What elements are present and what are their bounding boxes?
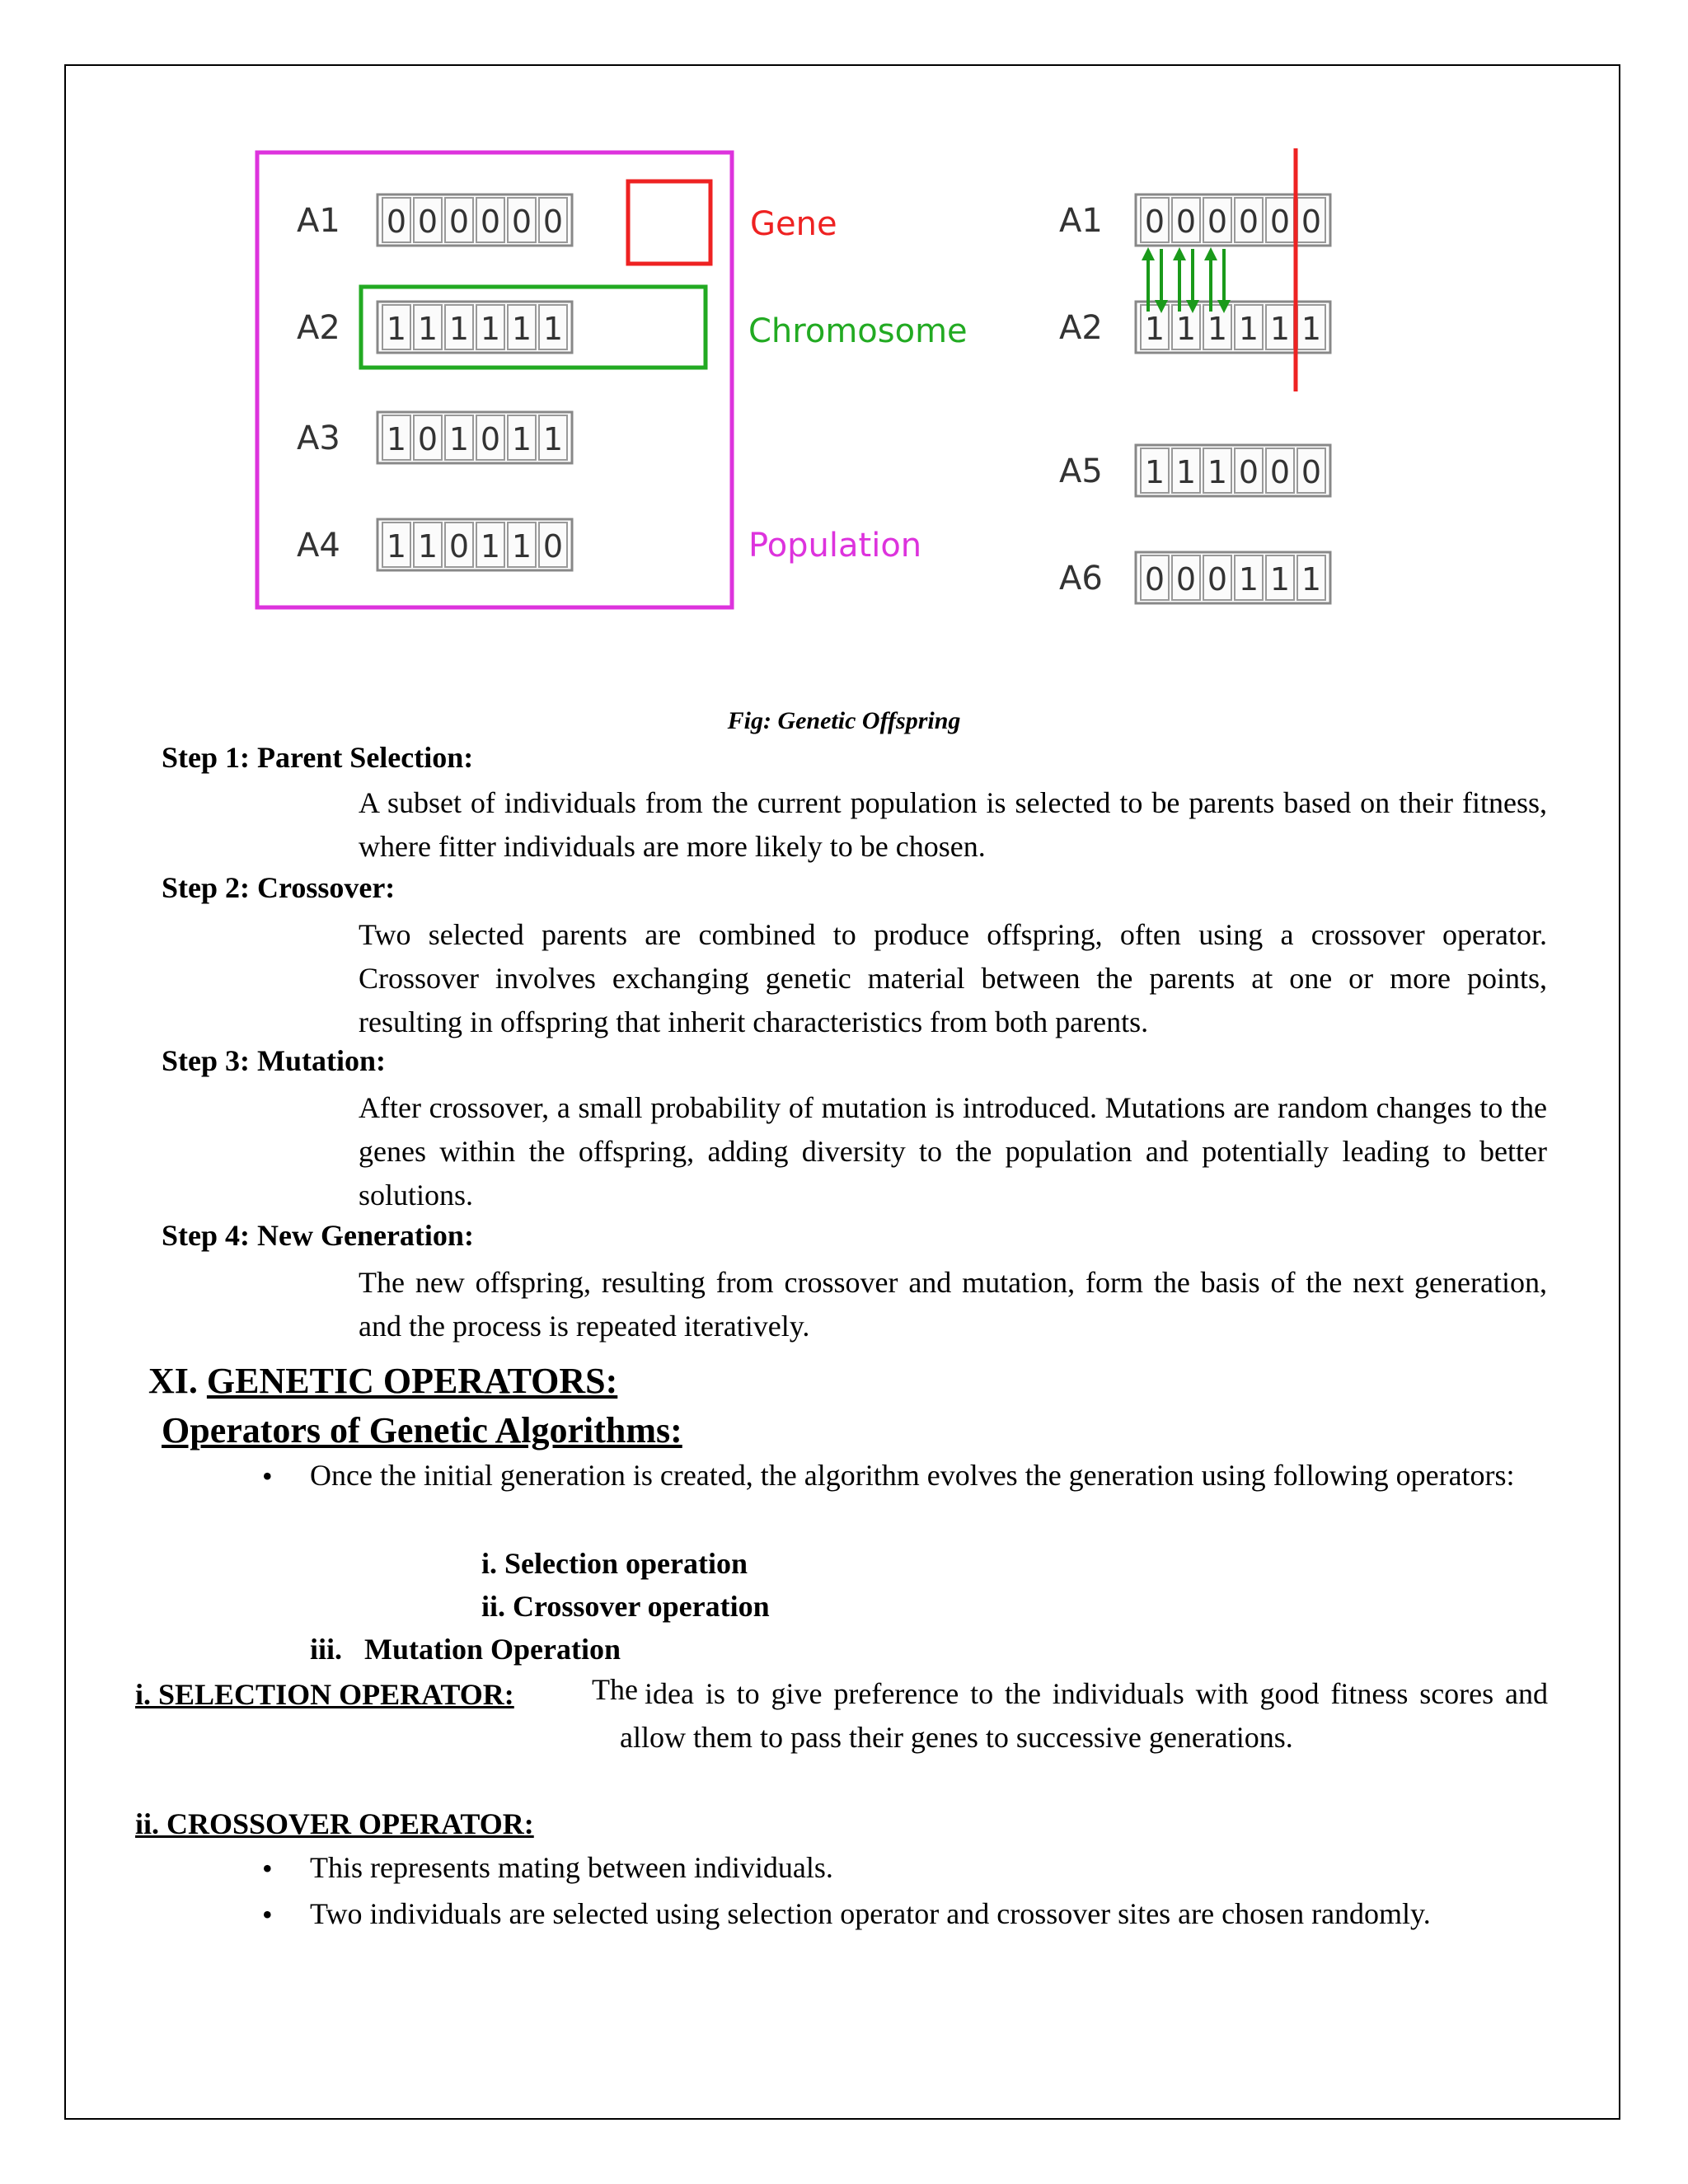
selection-operator-text: idea is to give preference to the individuals with good fitness scores and allow them to pass their genes to successive generations. xyxy=(620,1677,1548,1754)
left-gene-value: 1 xyxy=(448,311,470,347)
bullet-dot: • xyxy=(262,1898,273,1931)
section-title: GENETIC OPERATORS: xyxy=(206,1361,618,1401)
right-gene-value: 1 xyxy=(1144,454,1165,490)
right-gene-value: 0 xyxy=(1207,204,1228,240)
figure-caption: Fig: Genetic Offspring xyxy=(727,707,961,734)
right-gene-value: 1 xyxy=(1269,561,1291,598)
step-3-text: After crossover, a small probability of mutation is introduced. Mutations are random changes to the genes within the offspring, adding diversity to the population and potentially leading to better solutions. xyxy=(359,1091,1547,1212)
right-gene-value: 1 xyxy=(1175,311,1197,347)
operator-crossover: ii. Crossover operation xyxy=(481,1590,770,1623)
left-gene-value: 1 xyxy=(386,311,407,347)
left-row-label: A3 xyxy=(297,419,340,457)
left-gene-value: 1 xyxy=(542,421,564,457)
left-gene-value: 0 xyxy=(417,204,438,240)
right-gene-value: 0 xyxy=(1238,204,1259,240)
crossover-bullet-2: Two individuals are selected using selection operator and crossover sites are chosen randomly. xyxy=(310,1897,1431,1930)
left-gene-value: 1 xyxy=(542,311,564,347)
right-gene-value: 1 xyxy=(1238,561,1259,598)
operator-mutation: iii. Mutation Operation xyxy=(310,1633,621,1666)
section-heading xyxy=(148,1360,617,1402)
right-gene-value: 1 xyxy=(1269,311,1291,347)
section-subtitle: Operators of Genetic Algorithms: xyxy=(162,1410,682,1451)
left-gene-value: 0 xyxy=(448,204,470,240)
right-gene-value: 0 xyxy=(1269,204,1291,240)
left-gene-value: 1 xyxy=(386,421,407,457)
left-gene-value: 0 xyxy=(542,204,564,240)
left-gene-value: 0 xyxy=(511,204,532,240)
right-gene-value: 0 xyxy=(1144,561,1165,598)
right-gene-value: 1 xyxy=(1301,311,1322,347)
section-number: XI. xyxy=(148,1361,198,1401)
right-row-label: A6 xyxy=(1059,560,1103,598)
right-gene-value: 1 xyxy=(1144,311,1165,347)
left-gene-value: 0 xyxy=(448,528,470,565)
step-4-heading: Step 4: New Generation: xyxy=(162,1219,474,1252)
left-row-label: A2 xyxy=(297,309,340,347)
bullet-dot: • xyxy=(262,1852,273,1885)
right-gene-value: 0 xyxy=(1269,454,1291,490)
right-row-label: A5 xyxy=(1059,452,1103,490)
arrow-up-head xyxy=(1173,247,1186,260)
selection-operator-heading: i. SELECTION OPERATOR: xyxy=(135,1678,514,1711)
left-gene-value: 1 xyxy=(511,311,532,347)
left-gene-value: 1 xyxy=(511,421,532,457)
step-2-heading: Step 2: Crossover: xyxy=(162,871,396,904)
arrow-up-head xyxy=(1142,247,1155,260)
right-gene-value: 1 xyxy=(1238,311,1259,347)
left-gene-value: 1 xyxy=(480,311,501,347)
crossover-bullet-1: This represents mating between individuals. xyxy=(310,1851,833,1884)
left-gene-value: 1 xyxy=(386,528,407,565)
right-gene-value: 0 xyxy=(1238,454,1259,490)
bullet-dot: • xyxy=(262,1460,273,1493)
step-1-heading: Step 1: Parent Selection: xyxy=(162,741,474,774)
right-row-label: A2 xyxy=(1059,309,1103,347)
crossover-operator-heading: ii. CROSSOVER OPERATOR: xyxy=(135,1807,534,1840)
right-gene-value: 0 xyxy=(1175,204,1197,240)
left-gene-value: 1 xyxy=(511,528,532,565)
right-gene-value: 0 xyxy=(1207,561,1228,598)
right-gene-value: 1 xyxy=(1207,311,1228,347)
left-gene-value: 0 xyxy=(542,528,564,565)
step-2-text: Two selected parents are combined to produce offspring, often using a crossover operator. Crossover involves exchanging genetic material between the parents at one or more points, resulting in offspring that inherit characteristics from both parents. xyxy=(359,918,1547,1038)
right-gene-value: 0 xyxy=(1301,454,1322,490)
left-gene-value: 1 xyxy=(417,311,438,347)
left-gene-value: 1 xyxy=(417,528,438,565)
step-3-heading: Step 3: Mutation: xyxy=(162,1044,386,1077)
gene-box xyxy=(628,181,710,264)
right-gene-value: 0 xyxy=(1175,561,1197,598)
left-gene-value: 0 xyxy=(417,421,438,457)
right-gene-value: 1 xyxy=(1207,454,1228,490)
left-gene-value: 0 xyxy=(480,204,501,240)
left-gene-value: 1 xyxy=(480,528,501,565)
left-gene-value: 0 xyxy=(480,421,501,457)
step-4-text: The new offspring, resulting from crossover and mutation, form the basis of the next generation, and the process is repeated iteratively. xyxy=(359,1266,1547,1343)
genetic-offspring-figure xyxy=(239,140,1484,635)
right-gene-value: 0 xyxy=(1144,204,1165,240)
left-row-label: A4 xyxy=(297,527,340,565)
left-row-label: A1 xyxy=(297,202,340,240)
right-gene-value: 0 xyxy=(1301,204,1322,240)
population-label: Population xyxy=(748,527,922,565)
intro-bullet-text: Once the initial generation is created, the algorithm evolves the generation using following operators: xyxy=(310,1459,1515,1492)
right-row-label: A1 xyxy=(1059,202,1103,240)
selection-text-first-word: The xyxy=(592,1673,638,1706)
right-gene-value: 1 xyxy=(1175,454,1197,490)
left-gene-value: 1 xyxy=(448,421,470,457)
step-1-text: A subset of individuals from the current population is selected to be parents based on their fitness, where fitter individuals are more likely to be chosen. xyxy=(359,786,1547,863)
chromosome-label: Chromosome xyxy=(748,312,968,350)
left-gene-value: 0 xyxy=(386,204,407,240)
right-gene-value: 1 xyxy=(1301,561,1322,598)
arrow-up-head xyxy=(1204,247,1217,260)
operator-selection: i. Selection operation xyxy=(481,1547,748,1580)
gene-label: Gene xyxy=(750,205,837,243)
